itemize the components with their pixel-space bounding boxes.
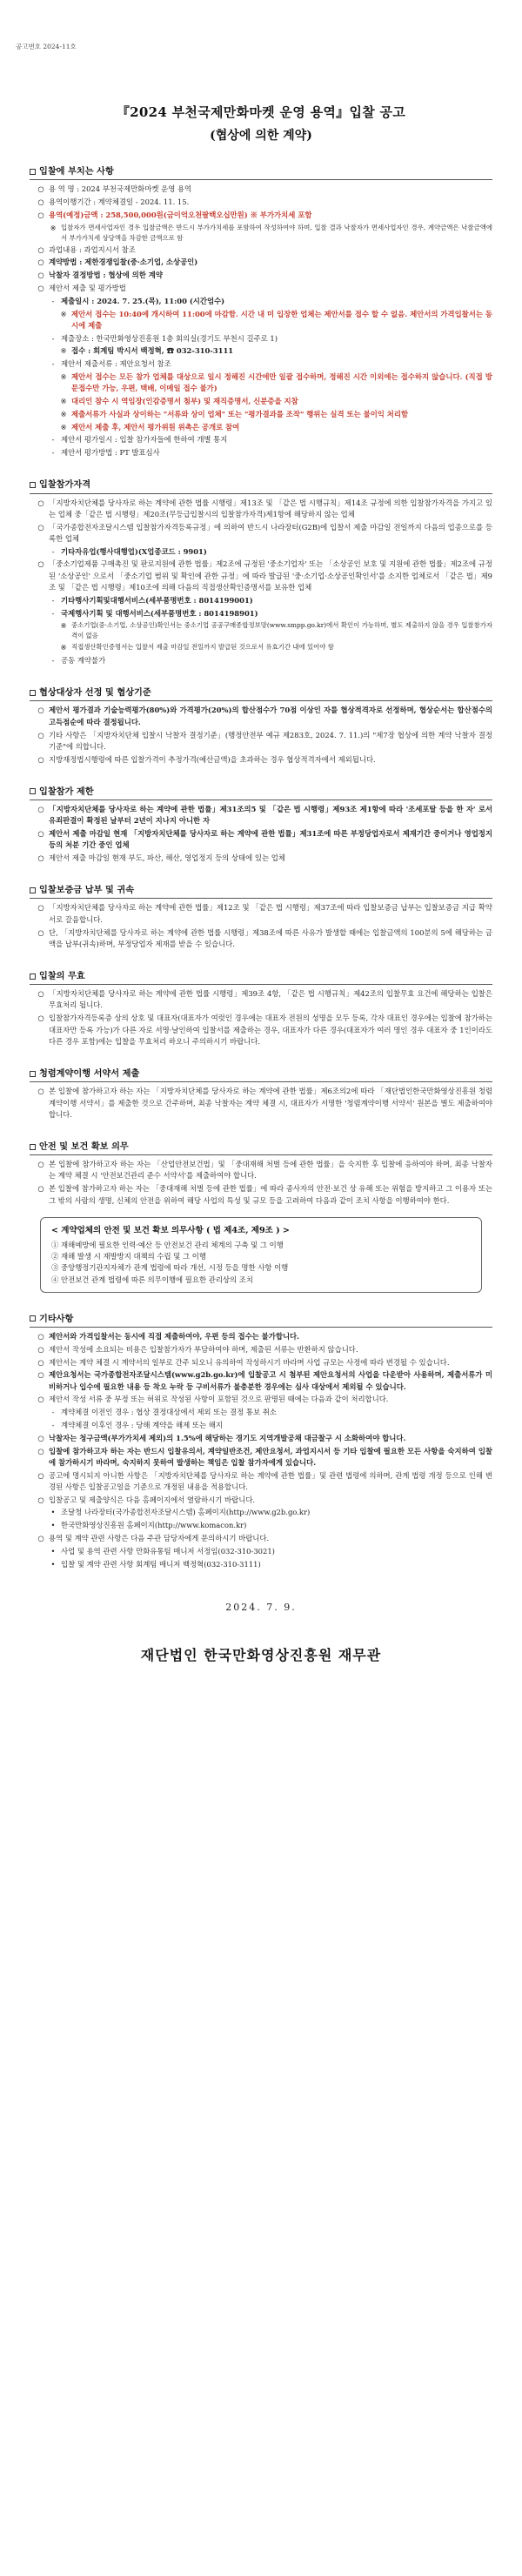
list-item-text: 사업 및 용역 관련 사항 만화유통팀 매니저 서정임(032-310-3021) bbox=[61, 1546, 275, 1556]
section bbox=[30, 1312, 492, 1570]
list-item-text: 제안서 평가결과 기술능력평가(80%)와 가격평가(20%)의 합산점수가 70점 이상인 자를 협상적격자로 선정하며, 협상순서는 합산점수의 고득점순에 따라 결정됩니다. bbox=[49, 706, 492, 726]
list-item bbox=[30, 1369, 492, 1393]
bullet-marker: ○ bbox=[37, 1087, 44, 1096]
section-title: 입찰의 무효 bbox=[39, 971, 85, 982]
section bbox=[30, 478, 492, 666]
bullet-marker: ○ bbox=[37, 706, 44, 715]
list-item bbox=[30, 244, 492, 256]
bullet-marker: - bbox=[51, 333, 55, 343]
list-item bbox=[30, 754, 492, 766]
bullet-marker: ○ bbox=[37, 804, 44, 813]
list-item-text: 입찰자가 면세사업자인 경우 입찰금액은 반드시 부가가치세를 포함하여 작성하여야 하며, 입찰 결과 낙찰자가 면세사업자인 경우, 계약금액은 낙찰금액에서 부가가치세 상당액을 차감한 금액으로 함 bbox=[61, 223, 492, 242]
bullet-marker: ※ bbox=[60, 397, 67, 406]
list-item bbox=[30, 522, 492, 545]
bullet-marker: - bbox=[51, 296, 55, 305]
section bbox=[30, 1067, 492, 1121]
bullet-marker: • bbox=[50, 1521, 56, 1530]
list-item-text: 용역(예정)금액 : 258,500,000원(금이억오천팔백오십만원) ※ 부가가치세 포함 bbox=[49, 211, 312, 220]
bullet-marker: ○ bbox=[37, 1534, 44, 1543]
list-item-text: 제안서 제출 및 평가방법 bbox=[49, 284, 126, 293]
safety-duty-box bbox=[40, 1217, 482, 1293]
list-item bbox=[30, 1470, 492, 1494]
list-item bbox=[30, 309, 492, 332]
bullet-marker: ○ bbox=[37, 1433, 44, 1442]
bullet-marker: ○ bbox=[37, 903, 44, 913]
list-item bbox=[30, 1495, 492, 1506]
section-heading bbox=[30, 1067, 492, 1082]
list-item bbox=[30, 283, 492, 294]
list-item-text: 「중소기업제품 구매촉진 및 판로지원에 관한 법률」제2조에 규정된 '중소기업자' 또는 「소상공인 보호 및 지원에 관한 법률」제2조에 규정된 '소상공인' 으로서 「중소기업 범위 및 확인에 관한 규정」에 따라 발급된 '중·소기업·소상공인확인서'를 소지한 업체로서 「같은 법」제9조 및 「같은 법 시행령」제10조에 의해 다음의 직접생산확인증명서를 보유한 업체 bbox=[49, 559, 492, 592]
section-title: 안전 및 보건 확보 의무 bbox=[39, 1141, 129, 1153]
list-item bbox=[30, 1533, 492, 1544]
list-item bbox=[30, 1394, 492, 1405]
section-title: 협상대상자 선정 및 협상기준 bbox=[39, 687, 151, 699]
list-item-text: 「지방자치단체를 당사자로 하는 계약에 관한 법률 시행령」제13조 및 「같은 법 시행규칙」제14조 규정에 의한 입찰참가자격을 가지고 있는 업체 중「같은 법 시행령」제20조(무등급입찰시의 입찰참가자격)제1항에 해당하지 않는 업체 bbox=[49, 498, 492, 519]
list-item-text: 「지방자치단체를 당사자로 하는 계약에 관한 법률」제12조 및 「같은 법 시행령」제37조에 따라 입찰보증금 납부는 입찰보증금 지급 확약서로 갈음합니다. bbox=[49, 903, 492, 924]
bullet-marker: • bbox=[50, 1546, 56, 1556]
list-item-text: 용역 및 계약 관련 사항은 다음 주관 담당자에게 문의하시기 바랍니다. bbox=[49, 1534, 270, 1543]
bullet-marker: ○ bbox=[37, 559, 44, 569]
bullet-marker: • bbox=[50, 1559, 56, 1569]
list-item-text: 지방재정법시행령에 따른 입찰가격이 추정가격(예산금액)을 초과하는 경우 협상적격자에서 제외됩니다. bbox=[49, 754, 376, 764]
square-bullet-icon bbox=[30, 1315, 36, 1321]
list-item-text: 계약체결 이후인 경우 : 당해 계약을 해제 또는 해지 bbox=[61, 1421, 223, 1429]
bullet-marker: ※ bbox=[60, 372, 67, 381]
bullet-marker: ○ bbox=[37, 1370, 44, 1380]
bullet-marker: - bbox=[51, 1408, 55, 1417]
list-item bbox=[30, 927, 492, 951]
etc-section-container bbox=[30, 1312, 492, 1570]
list-item-text: 제안서 접수는 10:40에 개시하여 11:00에 마감함. 시간 내 미 입장한 업체는 제안서를 접수 할 수 없음. 제안서의 가격입찰서는 동시에 제출 bbox=[71, 309, 492, 330]
safety-duty-item: ③ 중앙행정기관지자체가 관계 법령에 따라 개선, 시정 등을 명한 사항 이행 bbox=[51, 1263, 289, 1273]
bullet-marker: ○ bbox=[37, 754, 44, 764]
list-item bbox=[30, 620, 492, 640]
bullet-marker: - bbox=[51, 1421, 55, 1429]
bullet-marker: ※ bbox=[60, 346, 67, 356]
list-item-text: 제안서 평가일시 : 입찰 참가자들에 한하여 개별 통지 bbox=[61, 435, 228, 445]
list-item-text: 제안서 제출 후, 제안서 평가위원 위촉은 공개로 참여 bbox=[71, 422, 240, 432]
list-item bbox=[30, 1507, 492, 1518]
list-item-text: 입찰에 참가하고자 하는 자는 반드시 입찰유의서, 계약일반조건, 제안요청서, 과업지시서 등 기타 입찰에 필요한 모든 사항을 숙지하여 입찰에 참가하시기 바라며, 숙지하지 못하여 발생하는 책임은 입찰 참가자에게 있습니다. bbox=[49, 1446, 492, 1467]
section-title: 기타사항 bbox=[39, 1313, 74, 1324]
list-item bbox=[30, 1446, 492, 1469]
bullet-marker: ○ bbox=[37, 284, 44, 293]
bullet-marker: ※ bbox=[60, 309, 67, 318]
list-item bbox=[30, 730, 492, 753]
list-item-text: 본 입찰에 참가하고자 하는 자는 「중대재해 처벌 등에 관한 법률」에 따라 종사자의 안전·보건 상 유해 또는 위험을 방지하고 그 이용자 또는 그 밖의 사람의 생명, 신체의 안전을 위하여 해당 사업의 특성 및 규모 등을 고려하여 다음과 같이 조치 사항을 이행하여야 한다. bbox=[49, 1184, 492, 1205]
list-item-text: 「지방자치단체를 당사자로 하는 계약에 관한 법률 시행령」제39조 4항, 「같은 법 시행규칙」제42조의 입찰무효 요건에 해당하는 입찰은 무효처리 됩니다. bbox=[49, 989, 492, 1010]
list-item-text: 제안서 접수는 모든 참가 업체를 대상으로 일시 정해진 시간에만 일괄 접수하며, 정해진 시간 이외에는 접수하지 않습니다. (직접 방문접수만 가능, 우편, 택배, 이메일 접수 불가) bbox=[71, 372, 492, 393]
safety-duty-item: ② 재해 발생 시 재발방지 대책의 수립 및 그 이행 bbox=[51, 1252, 206, 1261]
sections-container bbox=[30, 164, 492, 1206]
list-item-text: 입찰참가자격등록증 상의 상호 및 대표자(대표자가 여럿인 경우에는 대표자 전원의 성명을 모두 등록, 각자 대표인 경우에는 입찰에 참가하는 대표자만 등록 가능)가 다른 자로 서명·날인하여 입찰서를 제출하는 경우, 대표자가 다른 경우(대표자가 여러 명인 경우 대표자 중 1인이라도 다른 경우 포함)에는 입찰을 무효처리 하오니 주의하시기 바랍니다. bbox=[49, 1014, 492, 1046]
list-item-text: 본 입찰에 참가하고자 하는 자는 「지방자치단체를 당사자로 하는 계약에 관한 법률」제6조의2에 따라 「재단법인한국만화영상진흥원 청렴계약이행 서약서」를 제출한 것으로 간주하며, 최종 낙찰자는 계약 체결 시, 대표자가 서명한 '청렴계약이행 서약서' 원본을 별도 제출하여야 합니다. bbox=[49, 1087, 492, 1119]
bullet-marker: ○ bbox=[37, 271, 44, 280]
notice-date: 2024. 7. 9. bbox=[225, 1601, 297, 1613]
list-item-text: 제안서는 계약 체결 시 계약서의 일부로 간주 되오니 유의하여 작성하시기 바라며 사업 규모는 사정에 따라 변경될 수 있습니다. bbox=[49, 1357, 450, 1367]
bullet-marker: ○ bbox=[37, 244, 44, 254]
list-item bbox=[30, 546, 492, 558]
section-heading bbox=[30, 883, 492, 899]
bullet-marker: • bbox=[50, 1508, 56, 1517]
list-item-text: 과업내용 : 과업지시서 참조 bbox=[49, 244, 136, 254]
list-item-text: 접수 : 회계팀 박시서 백정혁, ☎ 032-310-3111 bbox=[71, 346, 234, 356]
list-item-text: 제안서와 가격입찰서는 동시에 직접 제출하여야, 우편 등의 접수는 불가합니다. bbox=[49, 1332, 300, 1342]
page-subtitle: (협상에 의한 계약) bbox=[210, 129, 312, 144]
bullet-marker: ○ bbox=[37, 1446, 44, 1455]
bullet-marker: ○ bbox=[37, 211, 44, 220]
section bbox=[30, 686, 492, 766]
notice-number: 공고번호 2024-11호 bbox=[16, 43, 77, 50]
list-item-text: 제출장소 : 한국만화영상진흥원 1층 회의실(경기도 부천시 길주로 1) bbox=[61, 333, 278, 343]
list-item bbox=[30, 1344, 492, 1355]
section bbox=[30, 883, 492, 950]
section-title: 입찰보증금 납부 및 귀속 bbox=[39, 885, 135, 896]
list-item bbox=[30, 559, 492, 593]
list-item bbox=[30, 902, 492, 926]
list-item-text: 제안서 평가방법 : PT 발표심사 bbox=[61, 448, 160, 458]
list-item bbox=[30, 333, 492, 345]
square-bullet-icon bbox=[30, 887, 36, 893]
list-item-text: 제출서류가 사실과 상이하는 "서류와 상이 업체" 또는 "평가결과를 조작" 행위는 실격 또는 불이익 처리함 bbox=[71, 409, 409, 418]
issuing-org: 재단법인 한국만화영상진흥원 재무관 bbox=[140, 1647, 382, 1664]
list-item bbox=[30, 655, 492, 666]
list-item-text: 단, 「지방자치단체를 당사자로 하는 계약에 관한 법률 시행령」제38조에 따른 사유가 발생할 때에는 입찰금액의 100분의 5에 해당하는 금액을 납부(귀속)하며, 부정당업자 제재를 받을 수 있습니다. bbox=[49, 927, 492, 948]
list-item bbox=[30, 595, 492, 606]
list-item bbox=[30, 257, 492, 268]
list-item-text: 공동 계약불가 bbox=[61, 656, 106, 666]
list-item bbox=[30, 447, 492, 458]
list-item-text: 제안서 제출서류 : 제안요청서 참조 bbox=[61, 359, 171, 369]
bullet-marker: ○ bbox=[37, 989, 44, 999]
section-title: 청렴계약이행 서약서 제출 bbox=[39, 1068, 140, 1080]
list-item-text: 「국가종합전자조달시스템 입찰참가자격등록규정」에 의하여 반드시 나라장터(G2B)에 입찰서 제출 마감일 전일까지 다음의 업종으로를 등록한 업체 bbox=[49, 522, 492, 543]
bullet-marker: ○ bbox=[37, 730, 44, 739]
bullet-marker: ○ bbox=[37, 197, 44, 207]
list-item-text: 「지방자치단체를 당사자로 하는 계약에 관한 법률」제31조의5 및 「같은 법 시행령」제93조 제1항에 따라 '조세포탈 등을 한 자' 로서 유죄판결이 확정된 날부터 2년이 지나지 아니한 자 bbox=[49, 804, 492, 826]
bullet-marker: - bbox=[51, 359, 55, 369]
bullet-marker: ○ bbox=[37, 1014, 44, 1023]
list-item bbox=[30, 409, 492, 420]
list-item bbox=[30, 1520, 492, 1531]
list-item-text: 기타행사기획및대행서비스(세부품명번호 : 8014199001) bbox=[61, 595, 253, 605]
list-item bbox=[30, 608, 492, 619]
page-title: 『2024 부천국제만화마켓 운영 용역』입찰 공고 bbox=[116, 104, 406, 120]
bullet-marker: ○ bbox=[37, 1184, 44, 1194]
list-item-text: 직접생산확인증명서는 입찰서 제출 마감일 전일까지 발급된 것으로서 유효기간 내에 있어야 함 bbox=[71, 643, 334, 652]
list-item bbox=[30, 828, 492, 852]
bullet-marker: ○ bbox=[37, 184, 44, 194]
list-item-text: 용 역 명 : 2024 부천국제만화마켓 운영 용역 bbox=[49, 184, 192, 194]
bullet-marker: ※ bbox=[60, 621, 67, 631]
list-item-text: 제안서 작성 서류 중 부정 또는 허위로 작성된 사항이 포함된 것으로 판명된 때에는 다음과 같이 처리합니다. bbox=[49, 1395, 389, 1404]
list-item bbox=[30, 434, 492, 445]
bullet-marker: - bbox=[51, 448, 55, 458]
square-bullet-icon bbox=[30, 788, 36, 794]
section-title: 입찰에 부치는 사항 bbox=[39, 166, 114, 177]
bullet-marker: ※ bbox=[60, 422, 67, 432]
section-title: 입찰참가 제한 bbox=[39, 786, 94, 797]
bullet-marker: ○ bbox=[37, 522, 44, 532]
square-bullet-icon bbox=[30, 482, 36, 488]
list-item-text: 기타자유업(행사대행업)(X업종코드 : 9901) bbox=[61, 546, 207, 556]
list-item bbox=[30, 270, 492, 281]
list-item bbox=[30, 223, 492, 243]
list-item bbox=[30, 1357, 492, 1368]
list-item-text: 제안서 제출 마감일 현재 부도, 파산, 해산, 영업정지 등의 상태에 있는 업체 bbox=[49, 853, 285, 863]
section bbox=[30, 1140, 492, 1207]
list-item bbox=[30, 1183, 492, 1207]
section-heading bbox=[30, 1140, 492, 1155]
bullet-marker: - bbox=[51, 608, 55, 618]
list-item-text: 계약체결 이전인 경우 : 협상 결정대상에서 제외 또는 결정 통보 취소 bbox=[61, 1408, 277, 1417]
section-heading bbox=[30, 478, 492, 493]
square-bullet-icon bbox=[30, 169, 36, 175]
list-item bbox=[30, 1420, 492, 1431]
list-item bbox=[30, 1407, 492, 1418]
list-item bbox=[30, 422, 492, 433]
list-item bbox=[30, 1331, 492, 1342]
list-item bbox=[30, 1086, 492, 1121]
list-item-text: 공고에 명시되지 아니한 사항은 「지방자치단체를 당사자로 하는 계약에 관한 법률」및 관련 법령에 의하며, 관계 법령 개정 등으로 인해 변경된 사항은 입찰공고일을 기준으로 개정된 내용을 적용합니다. bbox=[49, 1470, 492, 1491]
list-item bbox=[30, 1559, 492, 1570]
list-item bbox=[30, 1159, 492, 1182]
bullet-marker: ○ bbox=[37, 1495, 44, 1504]
list-item-text: 제안서 제출 마감일 현재 「지방자치단체를 당사자로 하는 계약에 관한 법률」제31조에 따른 부정당업자로서 제재기간 중이거나 영업정지 등의 처분 기간 중인 업체 bbox=[49, 829, 492, 850]
list-item bbox=[30, 296, 492, 307]
bullet-marker: ○ bbox=[37, 1470, 44, 1480]
section bbox=[30, 969, 492, 1047]
bullet-marker: ○ bbox=[37, 1344, 44, 1354]
square-bullet-icon bbox=[30, 1144, 36, 1150]
bullet-marker: ○ bbox=[37, 829, 44, 839]
list-item bbox=[30, 988, 492, 1012]
section bbox=[30, 164, 492, 458]
square-bullet-icon bbox=[30, 974, 36, 980]
bullet-marker: ○ bbox=[37, 1160, 44, 1169]
bullet-marker: ○ bbox=[37, 1332, 44, 1342]
bullet-marker: - bbox=[51, 546, 55, 556]
list-item-text: 대리인 참수 시 역임장(인감증명서 첨부) 및 재직증명서, 신분증을 지참 bbox=[71, 397, 298, 406]
list-item-text: 낙찰자 결정방법 : 협상에 의한 계약 bbox=[49, 271, 163, 280]
list-item bbox=[30, 853, 492, 864]
list-item-text: 한국만화영상진흥원 홈페이지(http://www.komacon.kr) bbox=[61, 1521, 247, 1530]
list-item-text: 기타 사항은 「지방자치단체 입찰시 낙찰자 결정기준」(행정안전부 예규 제283호, 2024. 7. 11.)의 "제7장 협상에 의한 계약 낙찰자 결정기준"에 의합니다. bbox=[49, 730, 492, 751]
list-item-text: 국제행사기획 및 대행서비스(세부품명번호 : 8014198901) bbox=[61, 608, 258, 618]
section-heading bbox=[30, 785, 492, 800]
bullet-marker: ※ bbox=[60, 409, 67, 418]
bullet-marker: ○ bbox=[37, 1357, 44, 1367]
list-item-text: 제출일시 : 2024. 7. 25.(목), 11:00 (시간엄수) bbox=[61, 296, 225, 305]
bullet-marker: ○ bbox=[37, 258, 44, 267]
list-item bbox=[30, 1546, 492, 1557]
list-item bbox=[30, 358, 492, 370]
list-item bbox=[30, 371, 492, 395]
list-item bbox=[30, 642, 492, 653]
list-item bbox=[30, 705, 492, 728]
bullet-marker: ○ bbox=[37, 853, 44, 863]
square-bullet-icon bbox=[30, 690, 36, 696]
section bbox=[30, 785, 492, 865]
bullet-marker: ○ bbox=[37, 1395, 44, 1404]
list-item-text: 입찰공고 및 제출양식은 다음 홈페이지에서 열람하시기 바랍니다. bbox=[49, 1495, 256, 1504]
list-item-text: 용역이행기간 : 계약체결일 - 2024. 11. 15. bbox=[49, 197, 190, 207]
section-heading bbox=[30, 969, 492, 985]
list-item bbox=[30, 804, 492, 827]
bullet-marker: ※ bbox=[50, 223, 57, 232]
bullet-marker: - bbox=[51, 435, 55, 445]
section-title: 입찰참가자격 bbox=[39, 479, 91, 491]
list-item bbox=[30, 498, 492, 521]
list-item-text: 낙찰자는 청구금액(부가가치세 제외)의 1.5%에 해당하는 경기도 지역개발공채 대금찰구 시 소화하여야 합니다. bbox=[49, 1433, 406, 1442]
safety-duty-title: < 계약업체의 안전 및 보건 확보 의무사항 ( 법 제4조, 제9조 ) > bbox=[51, 1225, 290, 1235]
list-item-text: 본 입찰에 참가하고자 하는 자는 「산업안전보건법」및 「중대재해 처벌 등에 관한 법률」을 숙지한 후 입찰에 응하여야 하며, 최종 낙찰자는 계약 체결 시 '안전보건관리 준수 서약서'를 제출하여야 합니다. bbox=[49, 1160, 492, 1181]
safety-duty-item: ① 재해예방에 필요한 인력·예산 등 안전보건 관리 체계의 구축 및 그 이행 bbox=[51, 1240, 284, 1249]
list-item-text: 계약방법 : 제한경쟁입찰(중·소기업, 소상공인) bbox=[49, 258, 198, 267]
list-item-text: 제안서 작성에 소요되는 비용은 입찰참가자가 부담하여야 하며, 제출된 서류는 반환하지 않습니다. bbox=[49, 1344, 358, 1354]
list-item-text: 입찰 및 계약 관련 사항 회계팀 매니저 백정혁(032-310-3111) bbox=[61, 1559, 261, 1569]
list-item-text: 조달청 나라장터(국가종합전자조달시스템) 홈페이지(http://www.g2b.go.kr) bbox=[61, 1508, 311, 1517]
list-item bbox=[30, 1433, 492, 1444]
list-item-text: 중소기업(중·소기업, 소상공인)확인서는 중소기업 공공구매종합정보망(www.smpp.go.kr)에서 확인이 가능하며, 별도 제출하지 않을 경우 입찰참가자격이 없음 bbox=[71, 621, 492, 640]
bullet-marker: - bbox=[51, 656, 55, 666]
list-item-text: 제안요청서는 국가종합전자조달시스템(www.g2b.go.kr)에 입찰공고 시 첨부된 제안요청서의 사업을 다운받아 사용하며, 제출서류가 미비하거나 입수에 필요한 내용 등 착오 누락 등 구비서류가 불충분한 경우에는 심사 대상에서 제외될 수 있습니다. bbox=[49, 1370, 492, 1391]
list-item bbox=[30, 184, 492, 195]
section-heading bbox=[30, 164, 492, 180]
bullet-marker: - bbox=[51, 595, 55, 605]
bullet-marker: ※ bbox=[60, 643, 67, 652]
safety-duty-item: ④ 안전보건 관계 법령에 따른 의무이행에 필요한 관리상의 조치 bbox=[51, 1275, 253, 1284]
bullet-marker: ○ bbox=[37, 927, 44, 937]
list-item bbox=[30, 210, 492, 221]
bullet-marker: ○ bbox=[37, 498, 44, 507]
list-item bbox=[30, 1013, 492, 1047]
section-heading bbox=[30, 686, 492, 701]
section-heading bbox=[30, 1312, 492, 1328]
list-item bbox=[30, 345, 492, 357]
list-item bbox=[30, 396, 492, 407]
list-item bbox=[30, 197, 492, 208]
square-bullet-icon bbox=[30, 1071, 36, 1077]
